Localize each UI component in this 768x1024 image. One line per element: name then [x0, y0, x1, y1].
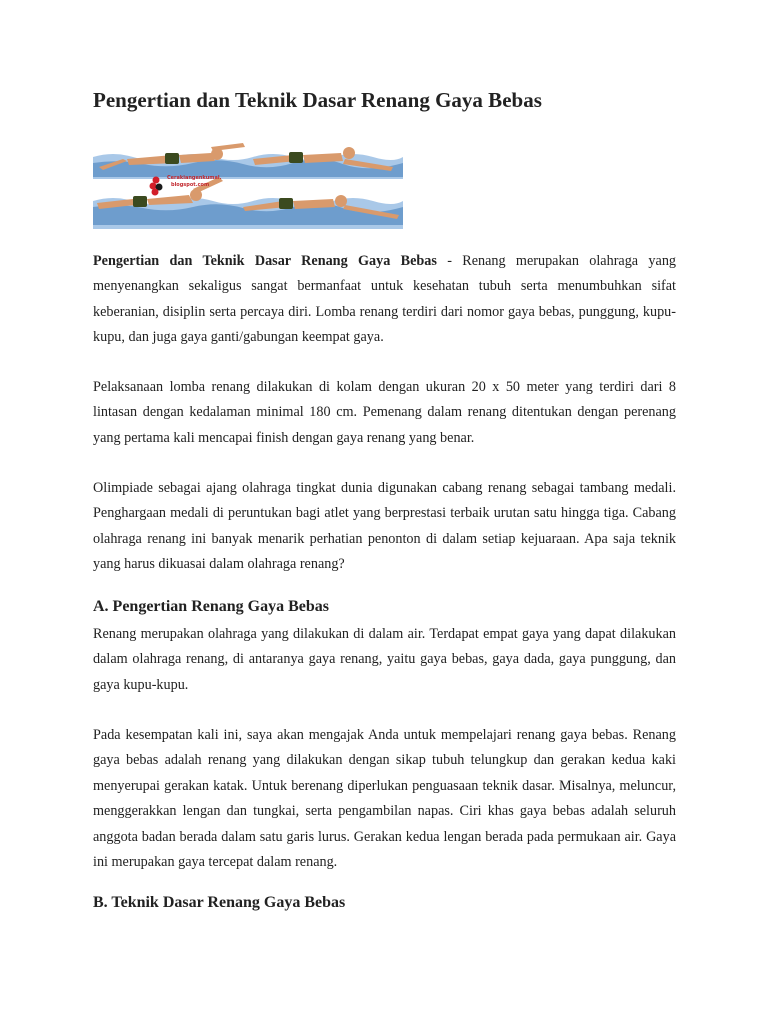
- intro-separator: -: [436, 253, 463, 269]
- intro-paragraph: [93, 249, 676, 351]
- section-a-paragraph-2: Pada kesempatan kali ini, saya akan mengajak Anda untuk mempelajari renang gaya bebas. Renang gaya bebas adalah renang yang dilakukan dengan sikap tubuh telungkup dan gerakan kedua kaki menyerupai gerakan katak. Untuk berenang diperlukan penguasaan teknik dasar. Misalnya, meluncur, menggerakkan lengan dan tungkai, serta pengambilan napas. Ciri khas gaya bebas adalah seluruh anggota badan berada dalam satu garis lurus. Gerakan kedua lengan berada pada permukaan air. Gaya ini merupakan gaya tercepat dalam renang.: [93, 727, 676, 871]
- page-title: Pengertian dan Teknik Dasar Renang Gaya Bebas: [93, 88, 542, 112]
- watermark-text-1: Cerakiangenkumal.: [167, 175, 222, 181]
- paragraph-3: Olimpiade sebagai ajang olahraga tingkat dunia digunakan cabang renang sebagai tambang medali. Penghargaan medali di peruntukan bagi atlet yang berprestasi terbaik urutan satu hingga tiga. Cabang olahraga renang ini banyak menarik perhatian penonton di dalam setiap kejuaraan. Apa saja teknik yang harus dikuasai dalam olahraga renang?: [93, 480, 676, 573]
- swimmers-illustration-svg: [93, 137, 403, 243]
- paragraph-2: Pelaksanaan lomba renang dilakukan di kolam dengan ukuran 20 x 50 meter yang terdiri dari 8 lintasan dengan kedalaman minimal 180 cm. Pemenang dalam renang ditentukan dengan perenang yang pertama kali mencapai finish dengan gaya renang yang benar.: [93, 379, 676, 446]
- intro-lead: Pengertian dan Teknik Dasar Renang Gaya Bebas: [93, 253, 437, 269]
- section-a-paragraph-1: Renang merupakan olahraga yang dilakukan di dalam air. Terdapat empat gaya yang dapat dilakukan dalam olahraga renang, di antaranya gaya renang, yaitu gaya bebas, gaya dada, gaya punggung, dan gaya kupu-kupu.: [93, 626, 676, 693]
- section-a-heading: A. Pengertian Renang Gaya Bebas: [93, 598, 329, 615]
- watermark-text-2: blogspot.com: [171, 182, 210, 188]
- intro-text: Renang merupakan olahraga yang menyenangkan sekaligus sangat bermanfaat untuk kesehatan tubuh serta menumbuhkan sifat keberanian, disiplin serta percaya diri. Lomba renang terdiri dari nomor gaya bebas, punggung, kupu-kupu, dan juga gaya ganti/gabungan keempat gaya.: [93, 253, 677, 346]
- section-b-heading: B. Teknik Dasar Renang Gaya Bebas: [93, 894, 346, 911]
- swimmers-freestyle-illustration: [93, 137, 403, 243]
